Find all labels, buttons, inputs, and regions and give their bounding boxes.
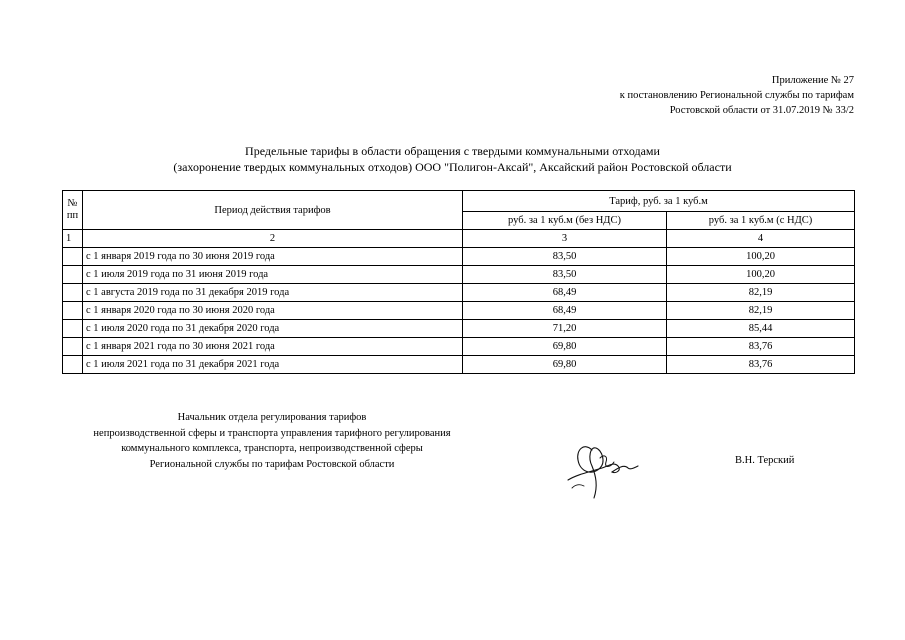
signer-position-line-4: Региональной службы по тарифам Ростовской области: [149, 458, 395, 470]
title-line-1: Предельные тарифы в области обращения с твердыми коммунальными отходами: [245, 144, 660, 158]
row-period: с 1 июля 2020 года по 31 декабря 2020 года: [83, 320, 463, 338]
row-period: с 1 января 2021 года по 30 июня 2021 года: [83, 338, 463, 356]
header-without-vat: руб. за 1 куб.м (без НДС): [463, 212, 667, 230]
column-number-3: 3: [463, 230, 667, 248]
row-num: [63, 248, 83, 266]
row-with-vat: 82,19: [667, 302, 855, 320]
row-with-vat: 100,20: [667, 248, 855, 266]
row-without-vat: 83,50: [463, 248, 667, 266]
row-period: с 1 января 2019 года по 30 июня 2019 года: [83, 248, 463, 266]
signer-position-line-1: Начальник отдела регулирования тарифов: [177, 412, 367, 423]
row-without-vat: 83,50: [463, 266, 667, 284]
header-tariff-group: Тариф, руб. за 1 куб.м: [463, 191, 855, 212]
appendix-number: Приложение № 27: [771, 75, 854, 86]
row-num: [63, 266, 83, 284]
title-line-2: (захоронение твердых коммунальных отходов) ООО "Полигон-Аксай", Аксайский район Ростовской области: [173, 160, 732, 174]
header-with-vat: руб. за 1 куб.м (с НДС): [667, 212, 855, 230]
appendix-header: [620, 73, 854, 118]
table-row: [63, 302, 855, 320]
table-row: [63, 320, 855, 338]
row-without-vat: 71,20: [463, 320, 667, 338]
signer-position-line-3: коммунального комплекса, транспорта, непроизводственной сферы: [121, 443, 423, 454]
row-without-vat: 69,80: [463, 356, 667, 374]
signer-position-line-2: непроизводственной сферы и транспорта управления тарифного регулирования: [93, 427, 451, 439]
signer-name: В.Н. Терский: [735, 455, 795, 466]
appendix-date: Ростовской области от 31.07.2019 № 33/2: [669, 105, 854, 116]
row-with-vat: 85,44: [667, 320, 855, 338]
tariff-table: [62, 190, 855, 374]
row-without-vat: 68,49: [463, 284, 667, 302]
header-num: [63, 191, 83, 230]
appendix-reference: к постановлению Региональной службы по тарифам: [619, 90, 854, 101]
signer-position: [62, 410, 482, 472]
row-period: с 1 августа 2019 года по 31 декабря 2019 года: [83, 284, 463, 302]
table-row: [63, 338, 855, 356]
row-num: [63, 356, 83, 374]
handwritten-signature: [562, 428, 642, 504]
row-with-vat: 83,76: [667, 356, 855, 374]
row-num: [63, 284, 83, 302]
row-period: с 1 июля 2021 года по 31 декабря 2021 года: [83, 356, 463, 374]
column-number-2: 2: [83, 230, 463, 248]
row-period: с 1 июля 2019 года по 31 июня 2019 года: [83, 266, 463, 284]
table-row: [63, 248, 855, 266]
column-number-4: 4: [667, 230, 855, 248]
header-period: Период действия тарифов: [83, 191, 463, 230]
column-number-1: 1: [63, 230, 83, 248]
row-without-vat: 68,49: [463, 302, 667, 320]
table-row: [63, 356, 855, 374]
header-num-label: № пп: [66, 198, 79, 221]
row-num: [63, 302, 83, 320]
row-with-vat: 82,19: [667, 284, 855, 302]
row-num: [63, 338, 83, 356]
row-period: с 1 января 2020 года по 30 июня 2020 года: [83, 302, 463, 320]
row-with-vat: 100,20: [667, 266, 855, 284]
table-row: [63, 266, 855, 284]
document-title: [0, 143, 905, 175]
row-with-vat: 83,76: [667, 338, 855, 356]
table-row: [63, 284, 855, 302]
row-num: [63, 320, 83, 338]
row-without-vat: 69,80: [463, 338, 667, 356]
